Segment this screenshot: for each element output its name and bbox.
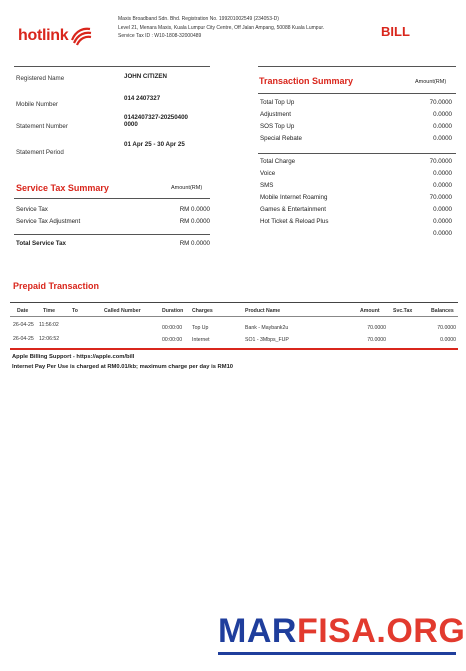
watermark [218,612,465,651]
statement-period-value: 01 Apr 25 - 30 Apr 25 [124,141,185,148]
total-service-tax-label: Total Service Tax [16,240,66,247]
watermark-part: MAR [218,612,297,650]
summary-row-value: 70.0000 [429,99,452,106]
col-to: To [72,308,78,314]
summary-row-value: 0.0000 [433,206,452,213]
doc-title: BILL [381,24,410,39]
watermark-underline [218,652,456,655]
summary-row [260,111,452,118]
row-product: SO1 - 3Mbps_FUP [245,337,289,343]
summary-row-label: Hot Ticket & Reload Plus [260,218,329,225]
summary-row [260,194,452,201]
service-tax-title: Service Tax Summary [16,183,109,193]
registered-name-label: Registered Name [16,75,65,82]
statement-number-line: 0000 [124,121,138,128]
mobile-label: Mobile Number [16,101,58,108]
col-balances: Balances [431,308,454,314]
red-divider [10,348,458,350]
col-time: Time [43,308,56,314]
statement-period-label: Statement Period [16,149,64,156]
col-svc-tax: Svc.Tax [393,308,413,314]
summary-row-label: Total Top Up [260,99,295,106]
row-time: 11:56:02 [39,322,59,328]
divider [10,302,458,303]
divider [10,316,458,317]
company-info [118,15,324,41]
summary-row [260,135,452,142]
summary-row-label: SOS Top Up [260,123,295,130]
summary-row-label: Total Charge [260,158,296,165]
transaction-amount-header: Amount(RM) [415,79,447,85]
summary-row-value: 0.0000 [433,170,452,177]
summary-row-value: 0.0000 [433,123,452,130]
statement-number-line: 0142407327-20250400 [124,114,189,121]
brand-name: hotlink [18,27,69,44]
summary-row [16,218,210,225]
divider [258,66,456,67]
summary-row-label: Service Tax [16,206,48,213]
total-service-tax-row [16,240,210,247]
row-balance: 70.0000 [437,325,456,331]
company-line: Level 21, Menara Maxis, Kuala Lumpur City Centre, Off Jalan Ampang, 50088 Kuala Lumpur. [118,24,325,31]
summary-row-value: 0.0000 [433,182,452,189]
row-duration: 00:00:00 [162,337,183,343]
summary-row-label: Adjustment [260,111,291,118]
summary-row [260,182,452,189]
row-balance: 0.0000 [440,337,456,343]
service-tax-amount-header: Amount(RM) [171,185,203,191]
summary-row-value: 0.0000 [433,218,452,225]
summary-row-value: 70.0000 [429,194,452,201]
mobile-value: 014 2407327 [124,95,161,102]
row-amount: 70.0000 [367,325,386,331]
pay-per-use-note: Internet Pay Per Use is charged at RM0.01/kb; maximum charge per day is RM10 [12,364,234,370]
divider [14,198,210,199]
summary-row-label: SMS [260,182,274,189]
registered-name-value: JOHN CITIZEN [124,73,167,80]
row-date: 26-04-25 [13,322,34,328]
summary-row [260,158,452,165]
col-date: Date [17,308,29,314]
row-time: 12:06:52 [39,336,60,342]
row-duration: 00:00:00 [162,325,183,331]
divider [258,93,456,94]
row-date: 26-04-25 [13,336,34,342]
divider [14,66,210,67]
transaction-summary-title: Transaction Summary [259,76,354,86]
col-called-number: Called Number [104,308,141,314]
summary-row-value: 0.0000 [433,135,452,142]
summary-row [260,230,452,237]
summary-row-value: RM 0.0000 [179,206,210,213]
summary-row-label: Games & Entertainment [260,206,327,213]
company-line: Service Tax ID : W10-1808-32000489 [118,33,202,39]
row-product: Bank - Maybank2u [245,325,289,331]
summary-row [16,206,210,213]
prepaid-title: Prepaid Transaction [13,281,100,291]
row-amount: 70.0000 [367,337,386,343]
summary-row-value: 0.0000 [433,230,452,237]
statement-number-value [124,114,188,128]
hotlink-swirl-icon [70,26,92,46]
summary-row-label: Special Rebate [260,135,302,142]
divider [258,153,456,154]
summary-row-value: 0.0000 [433,111,452,118]
summary-row-label: Service Tax Adjustment [16,217,81,225]
summary-row-value: RM 0.0000 [179,217,210,225]
summary-row [260,170,452,177]
brand-logo [18,26,92,46]
divider [14,234,210,235]
watermark-part: FISA.ORG [296,612,466,650]
row-charges: Top Up [192,325,209,331]
summary-row-value: 70.0000 [429,158,452,165]
summary-row-label: Mobile Internet Roaming [260,194,328,201]
col-product-name: Product Name [245,308,281,314]
summary-row [260,218,452,225]
summary-row [260,99,452,106]
total-service-tax-value: RM 0.0000 [179,240,210,247]
statement-number-label: Statement Number [16,123,68,130]
col-duration: Duration [162,308,184,314]
support-note: Apple Billing Support - https://apple.com/bill [12,354,135,360]
summary-row [260,206,452,213]
col-amount: Amount [360,308,380,314]
company-line: Maxis Broadband Sdn. Bhd. Registration No. 199201002549 (234053-D) [118,16,279,22]
summary-row [260,123,452,130]
summary-row-label: Voice [260,170,276,177]
col-charges: Charges [192,308,213,314]
row-charges: Internet [192,337,210,343]
